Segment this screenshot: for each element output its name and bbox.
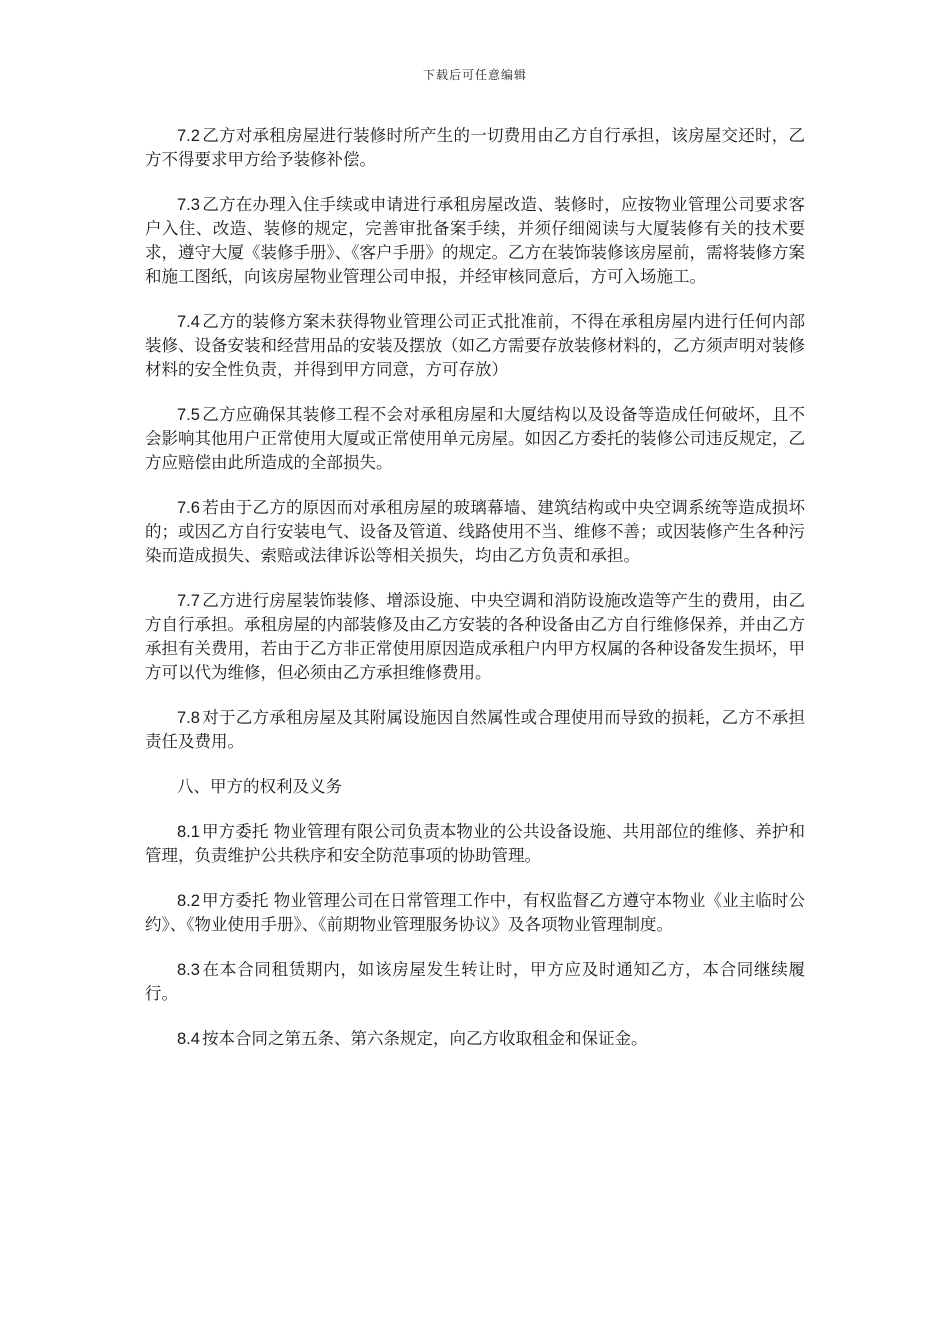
clause-number: 7.8 xyxy=(177,709,200,727)
clause-text: 乙方应确保其装修工程不会对承租房屋和大厦结构以及设备等造成任何破坏，且不会影响其他用户正常使用大厦或正常使用单元房屋。如因乙方委托的装修公司违反规定，乙方应赔偿由此所造成的全部损失。 xyxy=(145,405,805,472)
clause-8-4 xyxy=(145,1027,805,1051)
clause-8-3 xyxy=(145,958,805,1006)
clause-text: 乙方的装修方案未获得物业管理公司正式批准前，不得在承租房屋内进行任何内部装修、设备安装和经营用品的安装及摆放（如乙方需要存放装修材料的，乙方须声明对装修材料的安全性负责，并得到甲方同意，方可存放） xyxy=(145,312,805,379)
clause-text: 乙方进行房屋装饰装修、增添设施、中央空调和消防设施改造等产生的费用，由乙方自行承担。承租房屋的内部装修及由乙方安装的各种设备由乙方自行维修保养，并由乙方承担有关费用，若由于乙方非正常使用原因造成承租户内甲方权属的各种设备发生损坏，甲方可以代为维修，但必须由乙方承担维修费用。 xyxy=(145,591,805,682)
clause-7-2 xyxy=(145,124,805,172)
clause-8-1 xyxy=(145,820,805,868)
clause-8-2 xyxy=(145,889,805,937)
clause-text: 按本合同之第五条、第六条规定，向乙方收取租金和保证金。 xyxy=(201,1029,648,1048)
clause-7-5 xyxy=(145,403,805,475)
clause-7-6 xyxy=(145,496,805,568)
section-heading-text: 八、甲方的权利及义务 xyxy=(177,777,342,796)
clause-number: 7.7 xyxy=(177,592,200,610)
clause-7-3 xyxy=(145,193,805,289)
clause-number: 8.3 xyxy=(177,961,200,979)
clause-number: 8.2 xyxy=(177,892,200,910)
clause-text: 甲方委托 物业管理有限公司负责本物业的公共设备设施、共用部位的维修、养护和管理，负责维护公共秩序和安全防范事项的协助管理。 xyxy=(145,822,805,865)
clause-number: 7.4 xyxy=(177,313,200,331)
clause-7-4 xyxy=(145,310,805,382)
clause-number: 7.3 xyxy=(177,196,200,214)
section-heading-8 xyxy=(145,775,805,799)
clause-text: 若由于乙方的原因而对承租房屋的玻璃幕墙、建筑结构或中央空调系统等造成损坏的；或因乙方自行安装电气、设备及管道、线路使用不当、维修不善；或因装修产生各种污染而造成损失、索赔或法律诉讼等相关损失，均由乙方负责和承担。 xyxy=(145,498,805,565)
clause-7-7 xyxy=(145,589,805,685)
clause-text: 乙方在办理入住手续或申请进行承租房屋改造、装修时，应按物业管理公司要求客户入住、改造、装修的规定，完善审批备案手续，并须仔细阅读与大厦装修有关的技术要求，遵守大厦《装修手册》、《客户手册》的规定。乙方在装饰装修该房屋前，需将装修方案和施工图纸，向该房屋物业管理公司申报，并经审核同意后，方可入场施工。 xyxy=(145,195,805,286)
document-body xyxy=(145,124,805,1072)
clause-text: 甲方委托 物业管理公司在日常管理工作中，有权监督乙方遵守本物业《业主临时公约》、《物业使用手册》、《前期物业管理服务协议》及各项物业管理制度。 xyxy=(145,891,805,934)
clause-text: 乙方对承租房屋进行装修时所产生的一切费用由乙方自行承担，该房屋交还时，乙方不得要求甲方给予装修补偿。 xyxy=(145,126,805,169)
page-header: 下载后可任意编辑 xyxy=(422,68,527,82)
clause-text: 对于乙方承租房屋及其附属设施因自然属性或合理使用而导致的损耗，乙方不承担责任及费用。 xyxy=(145,708,805,751)
clause-number: 7.6 xyxy=(177,499,200,517)
clause-number: 8.4 xyxy=(177,1030,200,1048)
clause-number: 7.5 xyxy=(177,406,200,424)
clause-text: 在本合同租赁期内，如该房屋发生转让时，甲方应及时通知乙方，本合同继续履行。 xyxy=(145,960,805,1003)
clause-7-8 xyxy=(145,706,805,754)
clause-number: 8.1 xyxy=(177,823,200,841)
clause-number: 7.2 xyxy=(177,127,200,145)
